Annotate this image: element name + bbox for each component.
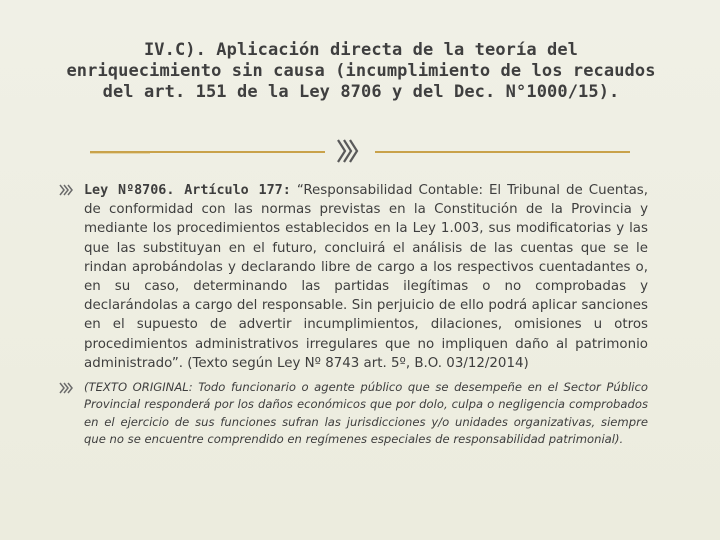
article-paragraph: [84, 181, 648, 373]
divider-line-shadow: [90, 153, 150, 154]
article-lead: Ley Nº8706. Artículo 177:: [84, 183, 291, 198]
list-item: [58, 379, 648, 449]
diamond-bullet-icon: [58, 183, 76, 197]
divider-line-right: [375, 151, 630, 153]
slide-title: IV.C). Aplicación directa de la teoría del enriquecimiento sin causa (incumplimiento de los recaudos del art. 151 de la Ley 8706 y del Dec. N°1000/15).: [66, 40, 656, 102]
title-divider: [90, 136, 630, 166]
diamond-ornament-icon: [330, 136, 370, 166]
content-list: [58, 181, 648, 449]
diamond-bullet-icon: [58, 381, 76, 395]
list-item: [58, 181, 648, 373]
original-text-paragraph: (TEXTO ORIGINAL: Todo funcionario o agente público que se desempeñe en el Sector Público Provincial responderá por los daños económicos que por dolo, culpa o negligencia comprobados en el ejercicio de sus funciones sufran las jurisdicciones y/o unidades organizativas, siempre que no se encuentre comprendido en regímenes especiales de responsabilidad patrimonial).: [84, 380, 648, 447]
article-body: “Responsabilidad Contable: El Tribunal de Cuentas, de conformidad con las normas previstas en la Constitución de la Provincia y mediante los procedimientos establecidos en la Ley 1.003, sus modificatorias y las que las substituyan en el futuro, concluirá el análisis de las cuentas que se le rindan aprobándolas y declarando libre de cargo a los respectivos cuentadantes o, en su caso, determinando las partidas ilegítimas o no comprobadas y declarándolas a cargo del responsable. Sin perjuicio de ello podrá aplicar sanciones en el supuesto de advertir incumplimientos, dilaciones, omisiones u otros procedimientos administrativos irregulares que no impliquen daño al patrimonio administrado”. (Texto según Ley Nº 8743 art. 5º, B.O. 03/12/2014): [84, 183, 649, 371]
